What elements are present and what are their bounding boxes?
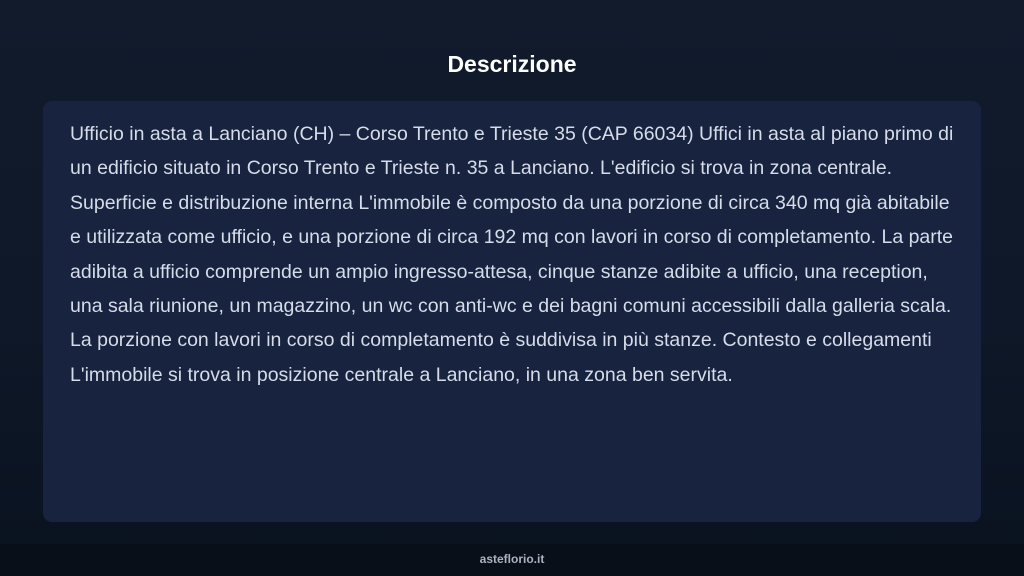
site-watermark: asteflorio.it <box>479 552 545 566</box>
description-text: Ufficio in asta a Lanciano (CH) – Corso Trento e Trieste 35 (CAP 66034) Uffici in asta al piano primo di un edificio situato in Corso Trento e Trieste n. 35 a Lanciano. L'edificio si trova in zona centrale. Superficie e distribuzione interna L'immobile è composto da una porzione di circa 340 mq già abitabile e utilizzata come ufficio, e una porzione di circa 192 mq con lavori in corso di completamento. La parte adibita a ufficio comprende un ampio ingresso-attesa, cinque stanze adibite a ufficio, una reception, una sala riunione, un magazzino, un wc con anti-wc e dei bagni comuni accessibili dalla galleria scala. La porzione con lavori in corso di completamento è suddivisa in più stanze. Contesto e collegamenti L'immobile si trova in posizione centrale a Lanciano, in una zona ben servita. <box>70 123 954 386</box>
description-card <box>43 101 981 522</box>
page-title: Descrizione <box>447 51 577 77</box>
footer-bar <box>0 544 1024 576</box>
